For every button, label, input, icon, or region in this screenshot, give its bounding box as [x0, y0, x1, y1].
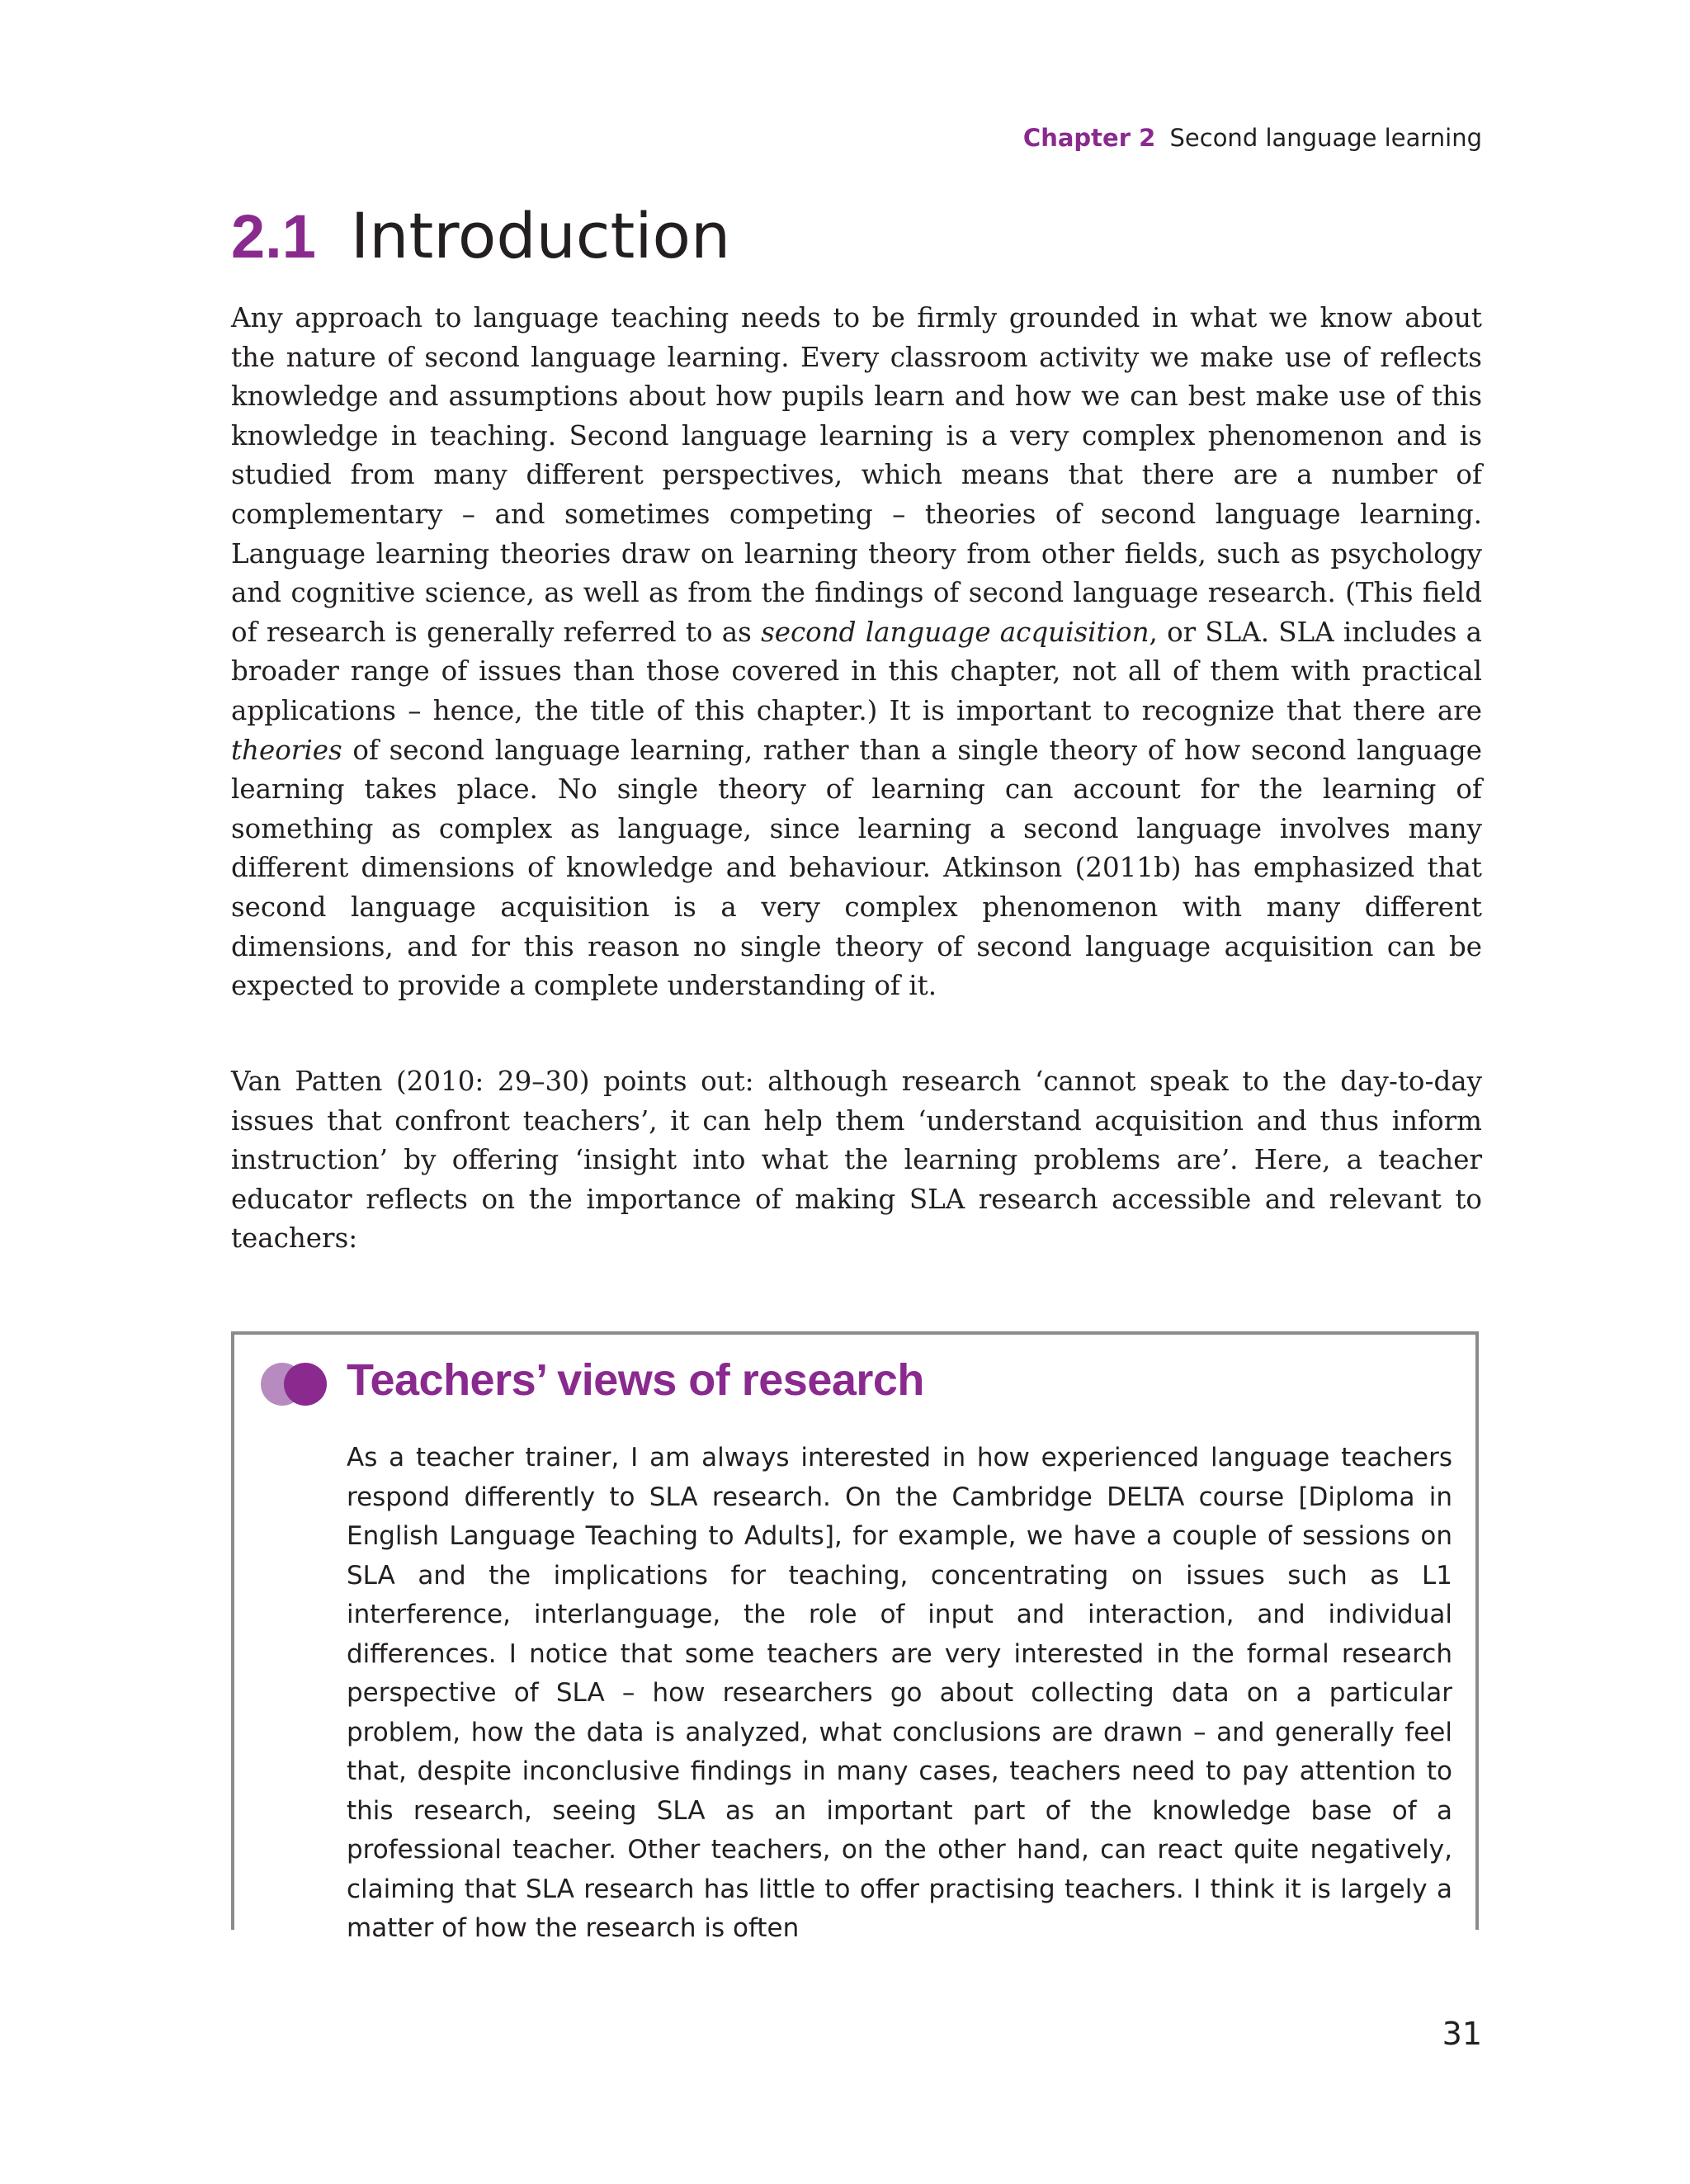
intro-paragraph — [231, 299, 1482, 1006]
running-header — [1023, 124, 1482, 152]
circle-dark — [284, 1363, 327, 1406]
page-number: 31 — [1442, 2016, 1482, 2052]
italic-term: second language acquisition — [761, 616, 1149, 648]
paragraph-text: , or SLA. SLA includes a broader range of issues than those covered in this chapter, not all of them with practical applications – hence, the title of this chapter.) It is important to recognize that there are — [231, 616, 1482, 726]
section-number: 2.1 — [231, 202, 316, 271]
van-patten-paragraph: Van Patten (2010: 29–30) points out: although research ‘cannot speak to the day-to-day issues that confront teachers’, it can help them ‘understand acquisition and thus inform instruction’ by offering ‘insight into what the learning problems are’. Here, a teacher educator reflects on the importance of making SLA research accessible and relevant to teachers: — [231, 1066, 1482, 1255]
box-title: Teachers’ views of research — [347, 1355, 924, 1405]
paragraph-text: of second language learning, rather than a single theory of how second language learning takes place. No single theory of learning can account for the learning of something as complex as language, since learning a second language involves many different dimensions of knowledge and behaviour. Atkinson (2011b) has emphasized that second language acquisition is a very complex phenomenon with many different dimensions, and for this reason no single theory of second language acquisition can be expected to provide a complete understanding of it. — [231, 734, 1482, 1002]
chapter-title: Second language learning — [1169, 124, 1482, 152]
section-title: Introduction — [350, 199, 731, 272]
italic-term: theories — [231, 734, 342, 766]
double-circle-icon — [261, 1363, 328, 1406]
paragraph-text: Any approach to language teaching needs to be firmly grounded in what we know about the nature of second language learning. Every classroom activity we make use of reflects knowledge and assumptions about how pupils learn and how we can best make use of this knowledge in teaching. Second language learning is a very complex phenomenon and is studied from many different perspectives, which means that there are a number of complementary – and sometimes competing – theories of second language learning. Language learning theories draw on learning theory from other fields, such as psychology and cognitive science, as well as from the findings of second language research. (This field of research is generally referred to as — [231, 302, 1482, 648]
teachers-views-box — [231, 1331, 1479, 1943]
chapter-label: Chapter 2 — [1022, 124, 1156, 152]
section-heading — [231, 199, 731, 272]
box-quote-text: As a teacher trainer, I am always interested in how experienced language teachers respond differently to SLA research. On the Cambridge DELTA course [Diploma in English Language Teaching to Adults], for example, we have a couple of sessions on SLA and the implications for teaching, concentrating on issues such as L1 interference, interlanguage, the role of input and interaction, and individual differences. I notice that some teachers are very interested in the formal research perspective of SLA – how researchers go about collecting data on a particular problem, how the data is analyzed, what conclusions are drawn – and generally feel that, despite inconclusive findings in many cases, teachers need to pay attention to this research, seeing SLA as an important part of the knowledge base of a professional teacher. Other teachers, on the other hand, can react quite negatively, claiming that SLA research has little to offer practising teachers. I think it is largely a matter of how the research is often — [347, 1443, 1452, 1943]
